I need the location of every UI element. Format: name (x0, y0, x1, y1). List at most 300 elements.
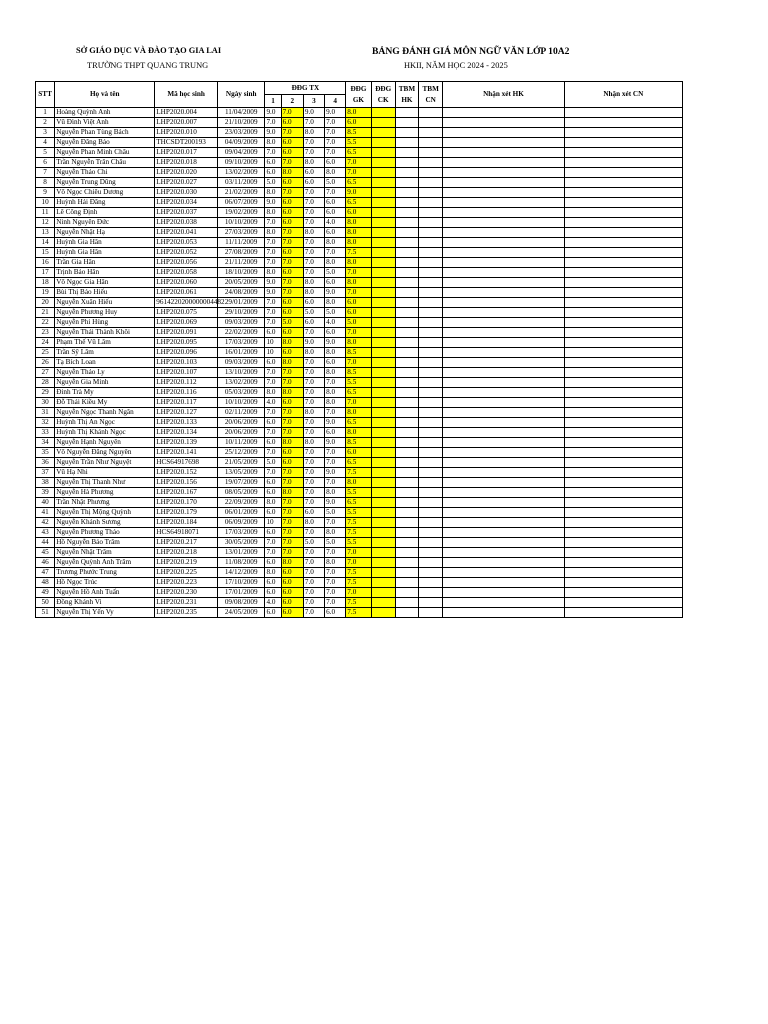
tx4-score-cell: 6.0 (325, 278, 346, 288)
ck-score-cell (371, 428, 395, 438)
gk-score-cell: 7.5 (346, 518, 371, 528)
student-code-cell: LHP2020.103 (155, 358, 218, 368)
gk-score-cell: 7.0 (346, 558, 371, 568)
tx1-score-cell: 6.0 (265, 608, 281, 618)
student-name-cell: Nguyễn Nhật Trâm (55, 548, 155, 558)
table-row (36, 388, 683, 398)
student-code-cell: LHP2020.060 (155, 278, 218, 288)
birth-date-cell: 17/01/2009 (217, 588, 265, 598)
comment-hk-cell (443, 568, 564, 578)
tbm-hk-cell (395, 288, 418, 298)
student-code-cell: LHP2020.179 (155, 508, 218, 518)
birth-date-cell: 03/11/2009 (217, 178, 265, 188)
comment-cn-cell (564, 218, 682, 228)
tx3-score-cell: 7.0 (303, 418, 324, 428)
gk-score-cell: 8.0 (346, 238, 371, 248)
student-name-cell: Hồ Ngọc Trúc (55, 578, 155, 588)
tbm-cn-cell (419, 588, 443, 598)
table-row (36, 168, 683, 178)
gk-score-cell: 6.0 (346, 298, 371, 308)
stt-cell: 25 (36, 348, 55, 358)
gk-score-cell: 6.0 (346, 308, 371, 318)
tx1-score-cell: 4.0 (265, 598, 281, 608)
student-name-cell: Nguyễn Hạnh Nguyên (55, 438, 155, 448)
tx2-score-cell: 7.0 (281, 278, 303, 288)
tbm-cn-cell (419, 378, 443, 388)
student-name-cell: Hoàng Quỳnh Anh (55, 108, 155, 118)
tx3-score-cell: 7.0 (303, 578, 324, 588)
ck-score-cell (371, 448, 395, 458)
stt-cell: 34 (36, 438, 55, 448)
student-code-cell: LHP2020.225 (155, 568, 218, 578)
comment-hk-cell (443, 128, 564, 138)
ck-score-cell (371, 158, 395, 168)
birth-date-cell: 10/11/2009 (217, 438, 265, 448)
tx2-score-cell: 6.0 (281, 328, 303, 338)
ck-score-cell (371, 188, 395, 198)
birth-date-cell: 10/10/2009 (217, 398, 265, 408)
gk-score-cell: 5.0 (346, 318, 371, 328)
tbm-cn-cell (419, 328, 443, 338)
ck-score-cell (371, 538, 395, 548)
tbm-cn-cell (419, 228, 443, 238)
gk-score-cell: 8.5 (346, 128, 371, 138)
student-name-cell: Nguyễn Thái Thành Khôi (55, 328, 155, 338)
gk-score-cell: 6.5 (346, 178, 371, 188)
tx4-score-cell: 4.0 (325, 318, 346, 328)
student-code-cell: LHP2020.037 (155, 208, 218, 218)
tx4-score-cell: 9.0 (325, 338, 346, 348)
comment-cn-cell (564, 558, 682, 568)
birth-date-cell: 24/05/2009 (217, 608, 265, 618)
birth-date-cell: 11/08/2009 (217, 558, 265, 568)
stt-cell: 47 (36, 568, 55, 578)
tx1-score-cell: 9.0 (265, 198, 281, 208)
student-code-cell: LHP2020.230 (155, 588, 218, 598)
tbm-cn-cell (419, 518, 443, 528)
comment-hk-cell (443, 528, 564, 538)
table-row (36, 138, 683, 148)
student-name-cell: Bùi Thị Bảo Hiếu (55, 288, 155, 298)
comment-hk-cell (443, 358, 564, 368)
stt-cell: 9 (36, 188, 55, 198)
tbm-hk-cell (395, 238, 418, 248)
comment-cn-cell (564, 598, 682, 608)
tbm-cn-cell (419, 138, 443, 148)
tbm-hk-cell (395, 148, 418, 158)
table-row (36, 568, 683, 578)
student-code-cell: LHP2020.034 (155, 198, 218, 208)
tx1-score-cell: 7.0 (265, 368, 281, 378)
tx4-score-cell: 8.0 (325, 348, 346, 358)
gk-score-cell: 8.0 (346, 258, 371, 268)
student-name-cell: Nguyễn Gia Minh (55, 378, 155, 388)
gk-score-cell: 7.0 (346, 548, 371, 558)
student-name-cell: Trần Nhật Phương (55, 498, 155, 508)
table-row (36, 608, 683, 618)
student-code-cell: LHP2020.053 (155, 238, 218, 248)
ck-score-cell (371, 138, 395, 148)
comment-cn-cell (564, 538, 682, 548)
tbm-hk-cell (395, 178, 418, 188)
tx1-score-cell: 7.0 (265, 258, 281, 268)
comment-cn-cell (564, 358, 682, 368)
birth-date-cell: 14/12/2009 (217, 568, 265, 578)
birth-date-cell: 29/01/2009 (217, 298, 265, 308)
tx1-score-cell: 8.0 (265, 498, 281, 508)
tbm-hk-cell (395, 298, 418, 308)
student-name-cell: Nguyễn Thị Thanh Như (55, 478, 155, 488)
tbm-hk-cell (395, 168, 418, 178)
comment-cn-cell (564, 148, 682, 158)
tx1-score-cell: 10 (265, 348, 281, 358)
tbm-hk-cell (395, 388, 418, 398)
student-code-cell: LHP2020.007 (155, 118, 218, 128)
tbm-hk-cell (395, 198, 418, 208)
tbm-cn-cell (419, 318, 443, 328)
tbm-hk-cell (395, 598, 418, 608)
comment-hk-cell (443, 478, 564, 488)
tx1-score-cell: 7.0 (265, 308, 281, 318)
table-row (36, 418, 683, 428)
tbm-hk-cell (395, 248, 418, 258)
grade-table (35, 81, 683, 618)
tbm-cn-cell (419, 348, 443, 358)
stt-cell: 8 (36, 178, 55, 188)
birth-date-cell: 17/03/2009 (217, 338, 265, 348)
gk-score-cell: 7.5 (346, 608, 371, 618)
ck-score-cell (371, 168, 395, 178)
table-row (36, 218, 683, 228)
birth-date-cell: 11/11/2009 (217, 238, 265, 248)
student-code-cell: LHP2020.139 (155, 438, 218, 448)
birth-date-cell: 22/09/2009 (217, 498, 265, 508)
comment-cn-cell (564, 278, 682, 288)
table-row (36, 198, 683, 208)
table-row (36, 558, 683, 568)
tx3-score-cell: 7.0 (303, 358, 324, 368)
student-name-cell: Nguyễn Thị Mộng Quỳnh (55, 508, 155, 518)
comment-hk-cell (443, 218, 564, 228)
comment-hk-cell (443, 168, 564, 178)
tx1-score-cell: 9.0 (265, 288, 281, 298)
tx1-score-cell: 6.0 (265, 438, 281, 448)
ck-score-cell (371, 228, 395, 238)
comment-cn-cell (564, 428, 682, 438)
tx2-score-cell: 7.0 (281, 548, 303, 558)
birth-date-cell: 09/04/2009 (217, 148, 265, 158)
ck-score-cell (371, 178, 395, 188)
comment-hk-cell (443, 178, 564, 188)
stt-cell: 3 (36, 128, 55, 138)
tx2-score-cell: 7.0 (281, 188, 303, 198)
tx2-score-cell: 8.0 (281, 168, 303, 178)
tbm-cn-cell (419, 358, 443, 368)
ck-score-cell (371, 298, 395, 308)
tx4-score-cell: 7.0 (325, 458, 346, 468)
comment-hk-cell (443, 248, 564, 258)
comment-hk-cell (443, 388, 564, 398)
birth-date-cell: 05/03/2009 (217, 388, 265, 398)
tbm-hk-cell (395, 378, 418, 388)
birth-date-cell: 02/11/2009 (217, 408, 265, 418)
student-name-cell: Võ Nguyễn Đăng Nguyên (55, 448, 155, 458)
gk-score-cell: 8.5 (346, 438, 371, 448)
gk-score-cell: 8.5 (346, 348, 371, 358)
tx2-score-cell: 6.0 (281, 448, 303, 458)
tx1-score-cell: 6.0 (265, 478, 281, 488)
ck-score-cell (371, 458, 395, 468)
tx2-score-cell: 7.0 (281, 378, 303, 388)
gk-score-cell: 8.0 (346, 428, 371, 438)
tbm-hk-cell (395, 348, 418, 358)
gk-score-cell: 7.0 (346, 168, 371, 178)
gk-score-cell: 8.0 (346, 218, 371, 228)
student-name-cell: Ninh Nguyên Đức (55, 218, 155, 228)
student-code-cell: LHP2020.112 (155, 378, 218, 388)
comment-cn-cell (564, 208, 682, 218)
birth-date-cell: 13/01/2009 (217, 548, 265, 558)
tx3-score-cell: 7.0 (303, 448, 324, 458)
student-name-cell: Nguyễn Quỳnh Anh Trâm (55, 558, 155, 568)
tbm-hk-cell (395, 138, 418, 148)
stt-cell: 32 (36, 418, 55, 428)
tx3-score-cell: 6.0 (303, 168, 324, 178)
tx1-score-cell: 7.0 (265, 248, 281, 258)
header-comment-hk: Nhận xét HK (443, 82, 564, 108)
tbm-cn-cell (419, 118, 443, 128)
tbm-hk-cell (395, 448, 418, 458)
table-row (36, 278, 683, 288)
student-name-cell: Tạ Bích Loan (55, 358, 155, 368)
stt-cell: 42 (36, 518, 55, 528)
stt-cell: 45 (36, 548, 55, 558)
tbm-hk-cell (395, 518, 418, 528)
tbm-cn-cell (419, 208, 443, 218)
ck-score-cell (371, 528, 395, 538)
comment-cn-cell (564, 548, 682, 558)
comment-hk-cell (443, 408, 564, 418)
comment-hk-cell (443, 148, 564, 158)
tx2-score-cell: 8.0 (281, 488, 303, 498)
table-row (36, 578, 683, 588)
ck-score-cell (371, 358, 395, 368)
tbm-hk-cell (395, 588, 418, 598)
tx1-score-cell: 7.0 (265, 378, 281, 388)
ck-score-cell (371, 508, 395, 518)
ck-score-cell (371, 578, 395, 588)
student-code-cell: LHP2020.217 (155, 538, 218, 548)
ck-score-cell (371, 118, 395, 128)
comment-hk-cell (443, 348, 564, 358)
tx3-score-cell: 7.0 (303, 458, 324, 468)
comment-cn-cell (564, 568, 682, 578)
tx3-score-cell: 7.0 (303, 598, 324, 608)
comment-cn-cell (564, 518, 682, 528)
tbm-cn-cell (419, 338, 443, 348)
tx2-score-cell: 6.0 (281, 308, 303, 318)
tx4-score-cell: 7.0 (325, 128, 346, 138)
tbm-cn-cell (419, 388, 443, 398)
birth-date-cell: 13/05/2009 (217, 468, 265, 478)
comment-cn-cell (564, 298, 682, 308)
stt-cell: 31 (36, 408, 55, 418)
tx3-score-cell: 6.0 (303, 508, 324, 518)
stt-cell: 37 (36, 468, 55, 478)
stt-cell: 43 (36, 528, 55, 538)
header-tbm-hk: TBM HK (395, 82, 418, 108)
table-row (36, 238, 683, 248)
tbm-hk-cell (395, 608, 418, 618)
gk-score-cell: 8.0 (346, 338, 371, 348)
tx1-score-cell: 5.0 (265, 458, 281, 468)
birth-date-cell: 21/02/2009 (217, 188, 265, 198)
student-code-cell: LHP2020.061 (155, 288, 218, 298)
table-row (36, 148, 683, 158)
tx3-score-cell: 5.0 (303, 538, 324, 548)
gk-score-cell: 7.0 (346, 268, 371, 278)
comment-hk-cell (443, 488, 564, 498)
tx4-score-cell: 7.0 (325, 378, 346, 388)
comment-cn-cell (564, 288, 682, 298)
table-row (36, 538, 683, 548)
comment-hk-cell (443, 298, 564, 308)
header-code: Mã học sinh (155, 82, 218, 108)
student-name-cell: Nguyễn Khánh Sương (55, 518, 155, 528)
tx3-score-cell: 7.0 (303, 258, 324, 268)
tx4-score-cell: 8.0 (325, 298, 346, 308)
tx4-score-cell: 7.0 (325, 518, 346, 528)
tbm-cn-cell (419, 308, 443, 318)
tx3-score-cell: 7.0 (303, 198, 324, 208)
tbm-hk-cell (395, 418, 418, 428)
table-row (36, 548, 683, 558)
student-name-cell: Nguyễn Hồ Anh Tuấn (55, 588, 155, 598)
comment-cn-cell (564, 118, 682, 128)
table-row (36, 298, 683, 308)
table-row (36, 488, 683, 498)
tx1-score-cell: 8.0 (265, 208, 281, 218)
student-name-cell: Trịnh Bảo Hân (55, 268, 155, 278)
student-name-cell: Nguyễn Nhật Hạ (55, 228, 155, 238)
comment-hk-cell (443, 418, 564, 428)
table-row (36, 468, 683, 478)
student-code-cell: LHP2020.030 (155, 188, 218, 198)
gk-score-cell: 7.5 (346, 568, 371, 578)
tbm-cn-cell (419, 188, 443, 198)
tx4-score-cell: 7.0 (325, 578, 346, 588)
student-code-cell: LHP2020.095 (155, 338, 218, 348)
stt-cell: 26 (36, 358, 55, 368)
tx4-score-cell: 5.0 (325, 508, 346, 518)
tx2-score-cell: 8.0 (281, 438, 303, 448)
comment-hk-cell (443, 438, 564, 448)
tx3-score-cell: 8.0 (303, 288, 324, 298)
gk-score-cell: 6.5 (346, 458, 371, 468)
tx2-score-cell: 6.0 (281, 298, 303, 308)
birth-date-cell: 11/04/2009 (217, 108, 265, 118)
tbm-cn-cell (419, 418, 443, 428)
gk-score-cell: 8.0 (346, 408, 371, 418)
page-title: BẢNG ĐÁNH GIÁ MÔN NGỮ VĂN LỚP 10A2 (372, 46, 570, 57)
student-code-cell: LHP2020.134 (155, 428, 218, 438)
ck-score-cell (371, 608, 395, 618)
comment-cn-cell (564, 578, 682, 588)
tx1-score-cell: 6.0 (265, 158, 281, 168)
table-row (36, 118, 683, 128)
tbm-cn-cell (419, 538, 443, 548)
ck-score-cell (371, 498, 395, 508)
comment-cn-cell (564, 128, 682, 138)
student-code-cell: LHP2020.027 (155, 178, 218, 188)
stt-cell: 39 (36, 488, 55, 498)
table-row (36, 518, 683, 528)
comment-cn-cell (564, 198, 682, 208)
student-code-cell: LHP2020.133 (155, 418, 218, 428)
tbm-cn-cell (419, 608, 443, 618)
gk-score-cell: 8.0 (346, 278, 371, 288)
tbm-hk-cell (395, 438, 418, 448)
header-tbm-cn: TBM CN (419, 82, 443, 108)
table-row (36, 508, 683, 518)
tx2-score-cell: 7.0 (281, 158, 303, 168)
tbm-cn-cell (419, 288, 443, 298)
tbm-cn-cell (419, 458, 443, 468)
comment-hk-cell (443, 518, 564, 528)
student-name-cell: Đỗ Thái Kiều My (55, 398, 155, 408)
comment-cn-cell (564, 478, 682, 488)
tbm-cn-cell (419, 368, 443, 378)
tx3-score-cell: 7.0 (303, 148, 324, 158)
tbm-hk-cell (395, 338, 418, 348)
tbm-cn-cell (419, 468, 443, 478)
table-row (36, 598, 683, 608)
tbm-cn-cell (419, 398, 443, 408)
tx4-score-cell: 7.0 (325, 248, 346, 258)
comment-cn-cell (564, 438, 682, 448)
stt-cell: 16 (36, 258, 55, 268)
tx3-score-cell: 7.0 (303, 558, 324, 568)
student-code-cell: LHP2020.141 (155, 448, 218, 458)
comment-hk-cell (443, 188, 564, 198)
student-code-cell: LHP2020.170 (155, 498, 218, 508)
stt-cell: 11 (36, 208, 55, 218)
stt-cell: 46 (36, 558, 55, 568)
student-name-cell: Nguyễn Phương Thảo (55, 528, 155, 538)
tx4-score-cell: 5.0 (325, 538, 346, 548)
tx4-score-cell: 7.0 (325, 548, 346, 558)
tx2-score-cell: 7.0 (281, 128, 303, 138)
tx2-score-cell: 6.0 (281, 248, 303, 258)
tx3-score-cell: 8.0 (303, 348, 324, 358)
header-ddg-tx: ĐĐG TX (265, 82, 346, 95)
ck-score-cell (371, 408, 395, 418)
tx1-score-cell: 6.0 (265, 358, 281, 368)
birth-date-cell: 06/09/2009 (217, 518, 265, 528)
tx3-score-cell: 9.0 (303, 108, 324, 118)
birth-date-cell: 04/09/2009 (217, 138, 265, 148)
comment-cn-cell (564, 528, 682, 538)
tx4-score-cell: 7.0 (325, 118, 346, 128)
tx2-score-cell: 7.0 (281, 428, 303, 438)
tx4-score-cell: 7.0 (325, 598, 346, 608)
tbm-cn-cell (419, 108, 443, 118)
table-row (36, 288, 683, 298)
tx1-score-cell: 10 (265, 518, 281, 528)
birth-date-cell: 21/11/2009 (217, 258, 265, 268)
birth-date-cell: 19/07/2009 (217, 478, 265, 488)
tx1-score-cell: 6.0 (265, 558, 281, 568)
